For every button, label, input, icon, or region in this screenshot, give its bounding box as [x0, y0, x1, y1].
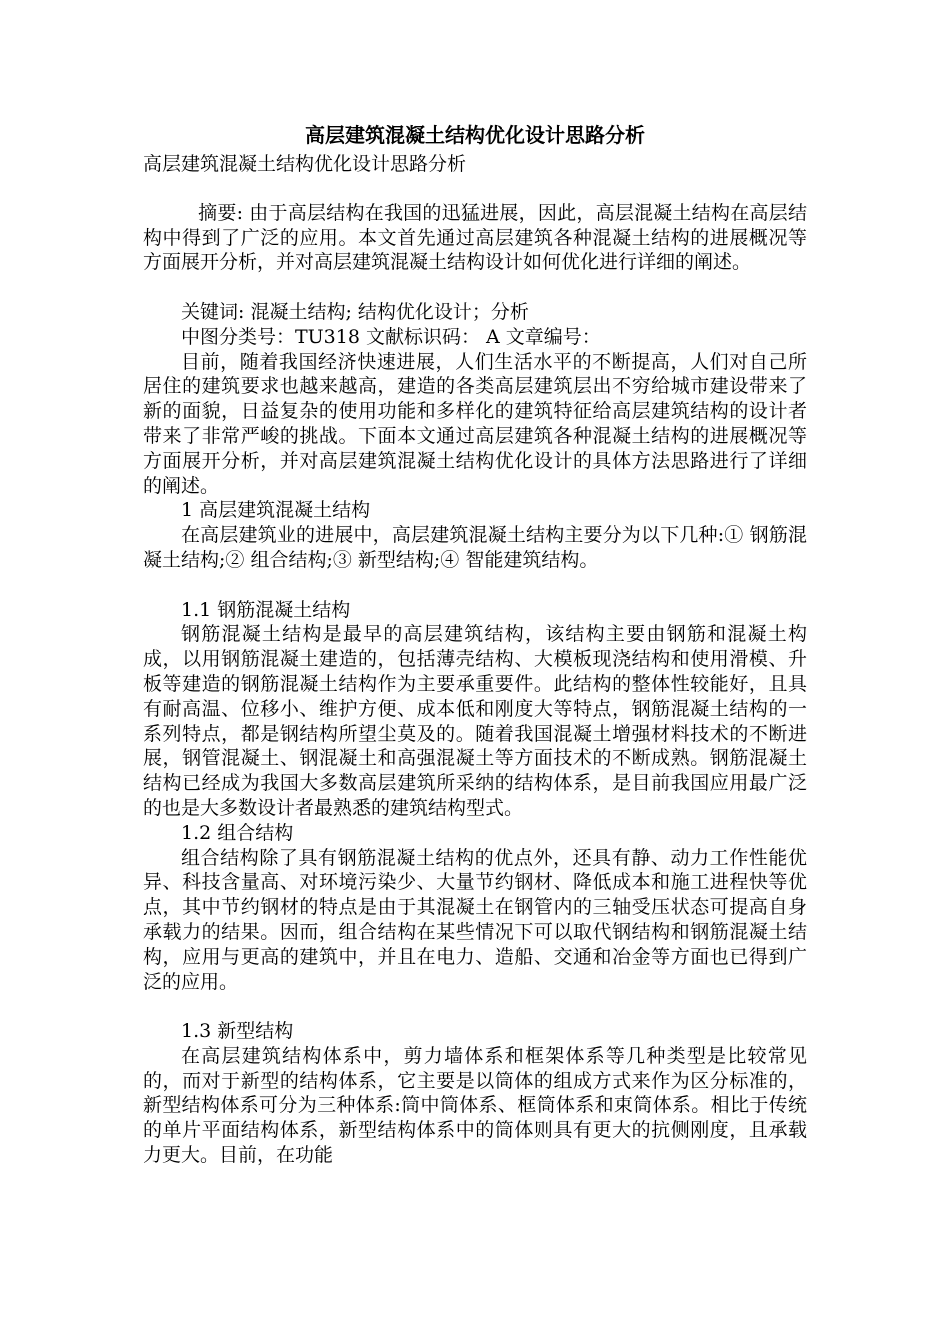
spacer — [143, 176, 807, 201]
section-1-1-body: 钢筋混凝土结构是最早的高层建筑结构，该结构主要由钢筋和混凝土构成，以用钢筋混凝土建造的，包括薄壳结构、大模板现浇结构和使用滑模、升板等建造的钢筋混凝土结构作为主要承重要件。此结构的整体性较能好，且具有耐高温、位移小、维护方便、成本低和刚度大等特点，钢筋混凝土结构的一系列特点，都是钢结构所望尘莫及的。随着我国混凝土增强材料技术的不断进展，钢管混凝土、钢混凝土和高强混凝土等方面技术的不断成熟。钢筋混凝土结构已经成为我国大多数高层建筑所采纳的结构体系，是目前我国应用最广泛的也是大多数设计者最熟悉的建筑结构型式。 — [143, 623, 807, 819]
section-1-2-heading: 1.2 组合结构 — [181, 821, 294, 844]
section-1-2-body: 组合结构除了具有钢筋混凝土结构的优点外，还具有静、动力工作性能优异、科技含量高、对环境污染少、大量节约钢材、降低成本和施工进程快等优点，其中节约钢材的特点是由于其混凝土在钢管内的三轴受压状态可提高自身承载力的结果。因而，组合结构在某些情况下可以取代钢结构和钢筋混凝土结构，应用与更高的建筑中，并且在电力、造船、交通和冶金等方面也已得到广泛的应用。 — [143, 846, 807, 993]
document-title: 高层建筑混凝土结构优化设计思路分析 — [305, 123, 645, 147]
section-1-3-body: 在高层建筑结构体系中，剪力墙体系和框架体系等几种类型是比较常见的，而对于新型的结构体系，它主要是以筒体的组成方式来作为区分标准的，新型结构体系可分为三种体系:筒中筒体系、框筒体系和束筒体系。相比于传统的单片平面结构体系，新型结构体系中的筒体则具有更大的抗侧刚度，且承载力更大。目前，在功能 — [143, 1044, 807, 1167]
section-1-3-heading: 1.3 新型结构 — [181, 1020, 294, 1043]
section-1-1-heading: 1.1 钢筋混凝土结构 — [181, 598, 351, 621]
document-page — [143, 118, 807, 1168]
spacer — [143, 573, 807, 598]
classification-line: 中图分类号：TU318 文献标识码： A 文章编号： — [181, 325, 601, 348]
keywords-line: 关键词: 混凝土结构; 结构优化设计；分析 — [181, 300, 529, 323]
section-1-heading: 1 高层建筑混凝土结构 — [181, 499, 371, 522]
abstract-paragraph: 摘要: 由于高层结构在我国的迅猛进展，因此，高层混凝土结构在高层结构中得到了广泛的应用。本文首先通过高层建筑各种混凝土结构的进展概况等方面展开分析，并对高层建筑混凝土结构设计如何优化进行详细的阐述。 — [143, 201, 807, 274]
intro-paragraph: 目前，随着我国经济快速进展，人们生活水平的不断提高，人们对自己所居住的建筑要求也越来越高，建造的各类高层建筑层出不穷给城市建设带来了新的面貌，日益复杂的使用功能和多样化的建筑特征给高层建筑结构的设计者带来了非常严峻的挑战。下面本文通过高层建筑各种混凝土结构的进展概况等方面展开分析，并对高层建筑混凝土结构优化设计的具体方法思路进行了详细的阐述。 — [143, 350, 807, 497]
document-subtitle: 高层建筑混凝土结构优化设计思路分析 — [143, 153, 467, 175]
spacer — [143, 994, 807, 1019]
section-1-body: 在高层建筑业的进展中，高层建筑混凝土结构主要分为以下几种:① 钢筋混凝土结构;② 组合结构;③ 新型结构;④ 智能建筑结构。 — [143, 524, 807, 571]
spacer — [143, 275, 807, 300]
